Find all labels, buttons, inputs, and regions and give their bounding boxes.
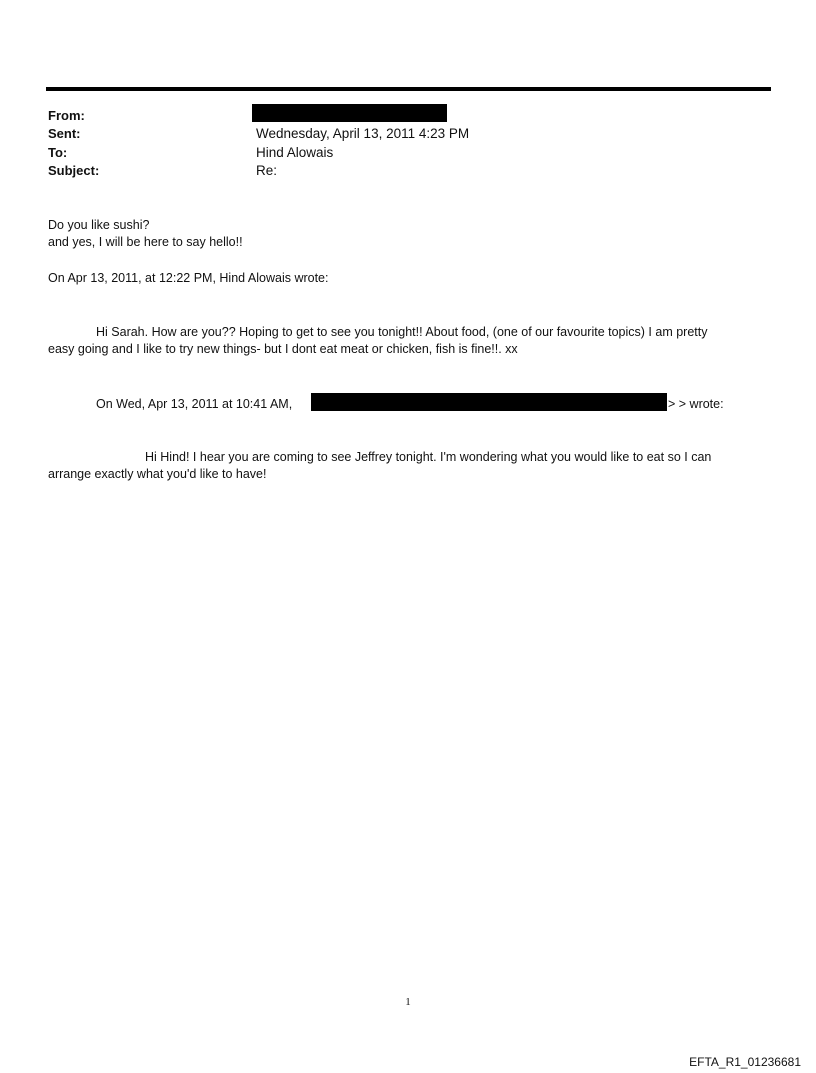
sent-label: Sent: bbox=[48, 126, 81, 141]
header-rule bbox=[46, 87, 771, 91]
body-line-1: Do you like sushi? bbox=[48, 218, 150, 232]
quote2-header-prefix: On Wed, Apr 13, 2011 at 10:41 AM, bbox=[96, 397, 293, 411]
page-number: 1 bbox=[405, 996, 411, 1008]
to-value: Hind Alowais bbox=[256, 145, 334, 160]
redacted-sender bbox=[252, 104, 447, 122]
subject-label: Subject: bbox=[48, 163, 100, 178]
redacted-email bbox=[311, 393, 667, 411]
body-line-2: and yes, I will be here to say hello!! bbox=[48, 235, 243, 249]
quote1-text-line-2: easy going and I like to try new things- but I dont eat meat or chicken, fish is fine!!. xx bbox=[48, 342, 518, 356]
quote1-text-line-1: Hi Sarah. How are you?? Hoping to get to see you tonight!! About food, (one of our favourite topics) I am pretty bbox=[96, 325, 708, 339]
sent-value: Wednesday, April 13, 2011 4:23 PM bbox=[256, 126, 470, 141]
subject-value: Re: bbox=[256, 163, 278, 178]
quote2-text-line-1: Hi Hind! I hear you are coming to see Jeffrey tonight. I'm wondering what you would like to eat so I can bbox=[145, 450, 712, 464]
quote2-header-suffix: > > wrote: bbox=[668, 397, 724, 411]
to-label: To: bbox=[48, 145, 68, 160]
from-label: From: bbox=[48, 108, 85, 123]
quote2-text-line-2: arrange exactly what you'd like to have! bbox=[48, 467, 267, 481]
quote1-header: On Apr 13, 2011, at 12:22 PM, Hind Alowais wrote: bbox=[48, 271, 329, 285]
document-id: EFTA_R1_01236681 bbox=[689, 1055, 801, 1069]
